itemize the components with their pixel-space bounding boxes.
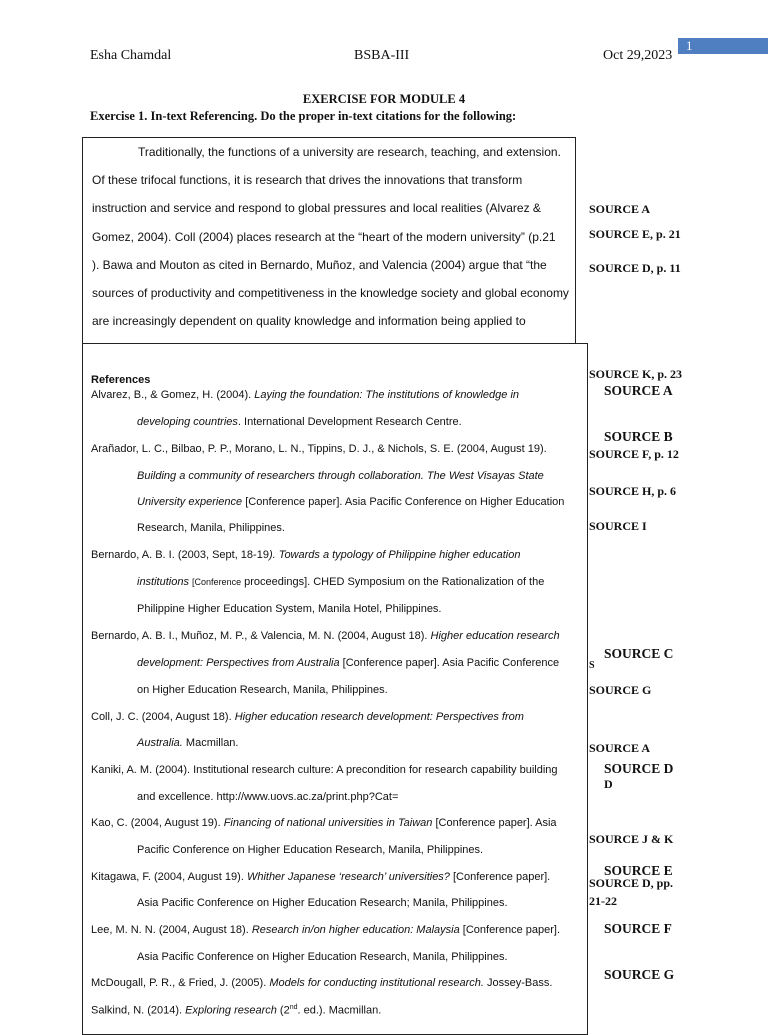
source-label: SOURCE D, p. 11 <box>589 261 681 275</box>
reference-line: Kitagawa, F. (2004, August 19). Whither Japanese ‘research’ universities? [Conference paper]. <box>91 871 551 883</box>
source-label: 21-22 <box>589 894 617 908</box>
source-label: SOURCE J & K <box>589 832 674 846</box>
source-label: S <box>589 660 595 671</box>
reference-line: Kaniki, A. M. (2004). Institutional research culture: A precondition for research capability building <box>91 764 558 776</box>
paragraph-box <box>82 137 576 351</box>
reference-line: institutions [Conference proceedings]. CHED Symposium on the Rationalization of the <box>137 576 545 588</box>
source-label: SOURCE C <box>604 646 674 661</box>
source-label: SOURCE E, p. 21 <box>589 227 681 241</box>
paragraph-line: Of these trifocal functions, it is research that drives the innovations that transform <box>92 173 523 188</box>
reference-line: Pacific Conference on Higher Education Research, Manila, Philippines. <box>137 844 484 856</box>
source-label: SOURCE G <box>589 683 652 697</box>
source-label: SOURCE H, p. 6 <box>589 484 677 498</box>
source-label: SOURCE D <box>604 761 674 776</box>
source-label: SOURCE A <box>589 741 651 755</box>
reference-line: Alvarez, B., & Gomez, H. (2004). Laying the foundation: The institutions of knowledge in <box>91 389 520 401</box>
page-title: EXERCISE FOR MODULE 4 <box>302 92 466 106</box>
reference-line: Philippine Higher Education System, Manila Hotel, Philippines. <box>137 603 442 615</box>
source-label: SOURCE I <box>589 519 647 533</box>
paragraph-line: Traditionally, the functions of a university are research, teaching, and extension. <box>138 145 561 159</box>
exercise-instruction: Exercise 1. In-text Referencing. Do the proper in-text citations for the following: <box>90 109 517 123</box>
reference-line: development: Perspectives from Australia [Conference paper]. Asia Pacific Conference <box>137 657 560 669</box>
reference-line: Bernardo, A. B. I. (2003, Sept, 18-19). Towards a typology of Philippine higher education <box>91 549 521 561</box>
reference-line: Bernardo, A. B. I., Muñoz, M. P., & Valencia, M. N. (2004, August 18). Higher education research <box>91 630 560 642</box>
source-label: SOURCE B <box>604 429 673 444</box>
reference-line: University experience [Conference paper]. Asia Pacific Conference on Higher Education <box>137 496 565 508</box>
page-number: 1 <box>686 38 693 53</box>
author-name: Esha Chamdal <box>90 48 172 63</box>
source-label: SOURCE G <box>604 967 675 982</box>
reference-line: Kao, C. (2004, August 19). Financing of national universities in Taiwan [Conference paper]. Asia <box>91 817 557 829</box>
reference-line: on Higher Education Research, Manila, Philippines. <box>137 684 388 696</box>
reference-line: Asia Pacific Conference on Higher Education Research, Manila, Philippines. <box>137 951 508 963</box>
source-label: SOURCE D, pp. <box>589 876 674 890</box>
source-label: SOURCE E <box>604 863 673 878</box>
date-label: Oct 29,2023 <box>603 48 673 63</box>
reference-line: Building a community of researchers through collaboration. The West Visayas State <box>137 470 544 482</box>
references-heading: References <box>91 374 151 386</box>
reference-line: Asia Pacific Conference on Higher Education Research; Manila, Philippines. <box>137 897 508 909</box>
reference-line: Arañador, L. C., Bilbao, P. P., Morano, L. N., Tippins, D. J., & Nichols, S. E. (2004, August 19). <box>91 443 547 455</box>
paragraph-line: are increasingly dependent on quality knowledge and information being applied to <box>92 314 526 329</box>
reference-line: Lee, M. N. N. (2004, August 18). Research in/on higher education: Malaysia [Conference paper]. <box>91 924 561 936</box>
references-box <box>82 343 588 1035</box>
source-label: SOURCE A <box>589 202 651 216</box>
source-label: D <box>604 777 613 791</box>
reference-line: Coll, J. C. (2004, August 18). Higher education research development: Perspectives from <box>91 711 524 723</box>
source-label: SOURCE F, p. 12 <box>589 447 679 461</box>
course-label: BSBA-III <box>354 48 410 63</box>
reference-line: Research, Manila, Philippines. <box>137 522 285 534</box>
reference-line: Salkind, N. (2014). Exploring research (2nd. ed.). Macmillan. <box>91 1004 382 1017</box>
source-label: SOURCE A <box>604 383 673 398</box>
reference-line: and excellence. http://www.uovs.ac.za/print.php?Cat= <box>137 791 399 803</box>
paragraph-line: sources of productivity and competitiveness in the knowledge society and global economy <box>92 286 569 301</box>
reference-line: Australia. Macmillan. <box>137 737 239 749</box>
reference-line: developing countries. International Development Research Centre. <box>137 416 462 428</box>
source-label: SOURCE K, p. 23 <box>589 367 683 381</box>
paragraph-text <box>92 138 570 364</box>
reference-line: McDougall, P. R., & Fried, J. (2005). Models for conducting institutional research. Jossey-Bass. <box>91 977 553 989</box>
paragraph-line: instruction and service and respond to global pressures and local realities (Alvarez & <box>92 201 541 216</box>
paragraph-line: Gomez, 2004). Coll (2004) places research at the “heart of the modern university” (p.21 <box>92 229 556 244</box>
source-label: SOURCE F <box>604 921 672 936</box>
paragraph-line: ). Bawa and Mouton as cited in Bernardo, Muñoz, and Valencia (2004) argue that “the <box>92 257 547 272</box>
